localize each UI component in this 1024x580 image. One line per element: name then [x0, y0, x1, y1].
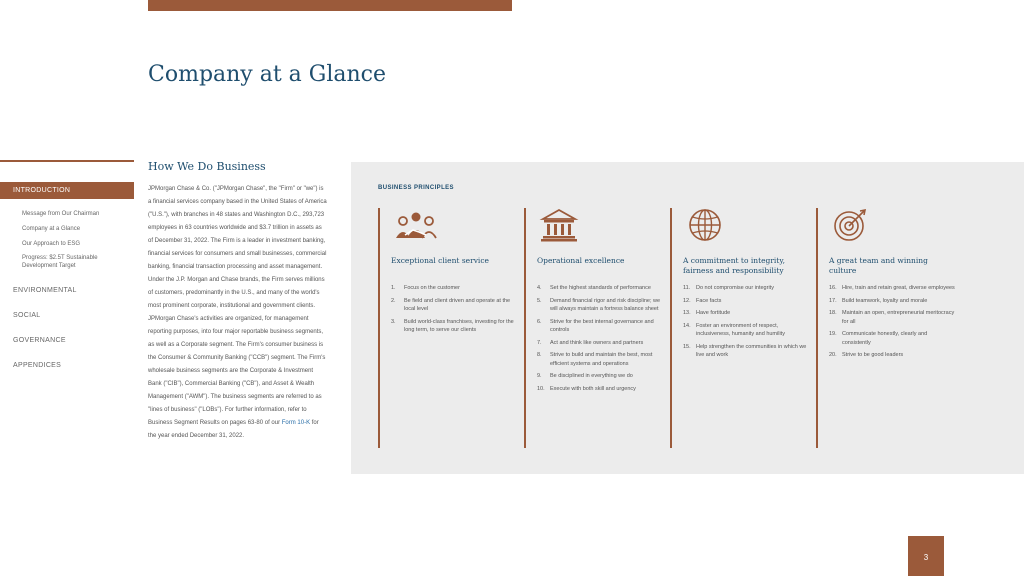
principle-column-team-culture	[816, 208, 957, 448]
principle-number: 9.	[537, 373, 542, 379]
principle-item	[683, 343, 811, 360]
intro-text-part: JPMorgan Chase & Co. ("JPMorgan Chase", the "Firm" or "we") is a financial services company based in the United States of America ("U.S."), with branches in 48 states and Washington D.C., 293,723 employees in 63 countries worldwide and $3.7 trillion in assets as of December 31, 2022. The Firm is a leader in investment banking, financial services for consumers and small businesses, commercial banking, financial transaction processing and asset management. Under the J.P. Morgan and Chase brands, the Firm serves millions of customers, predominantly in the U.S., and many of the world's most prominent corporate, institutional and government clients. JPMorgan Chase's activities are organized, for management reporting purposes, into four major reportable business segments, as well as a Corporate segment. The Firm's consumer business is the Consumer & Community Banking ("CCB") segment. The Firm's wholesale business segments are the Corporate & Investment Bank ("CIB"), Commercial Banking ("CB"), and Asset & Wealth Management ("AWM"). The business segments are referred to as "lines of business" ("LOBs"). For further information, refer to Business Segment Results on pages 63-80 of our	[148, 186, 327, 426]
principle-number: 4.	[537, 285, 542, 291]
principle-number: 6.	[537, 318, 542, 325]
principle-number: 3.	[391, 318, 396, 325]
principle-item	[829, 351, 957, 360]
principle-number: 17.	[829, 297, 837, 304]
principle-text: Focus on the customer	[404, 285, 460, 291]
principle-number: 7.	[537, 339, 542, 346]
principle-item	[537, 372, 665, 381]
principle-text: Set the highest standards of performance	[550, 285, 651, 291]
bank-building-icon	[539, 208, 579, 242]
principle-text: Do not compromise our integrity	[696, 285, 774, 291]
principle-item	[537, 284, 665, 293]
principle-text: Act and think like owners and partners	[550, 339, 644, 346]
principle-text: Foster an environment of respect, inclusiveness, humanity and humility	[696, 322, 785, 337]
principle-text: Build teamwork, loyalty and morale	[842, 297, 928, 304]
principle-item	[537, 339, 665, 348]
principle-text: Hire, train and retain great, diverse employees	[842, 285, 955, 291]
intro-text-part: for the year ended December 31, 2022.	[148, 420, 319, 439]
globe-icon	[685, 208, 725, 242]
principle-item	[683, 309, 811, 318]
principle-item	[683, 297, 811, 306]
principle-list	[537, 284, 665, 393]
principle-list	[391, 284, 519, 335]
principle-number: 12.	[683, 297, 691, 304]
principle-list	[683, 284, 811, 360]
page-number-badge: 3	[908, 536, 944, 576]
principle-text: Help strengthen the communities in which we live and work	[696, 343, 807, 358]
principle-title: Exceptional client service	[391, 256, 489, 265]
principle-text: Strive for the best internal governance and controls	[550, 318, 654, 333]
top-accent-bar	[148, 0, 512, 11]
principle-item	[537, 351, 665, 368]
principle-column-integrity	[670, 208, 811, 448]
principle-item	[683, 322, 811, 339]
principle-item	[829, 297, 957, 306]
principle-number: 11.	[683, 285, 691, 291]
nav-subitem-company-at-a-glance[interactable]: Company at a Glance	[22, 226, 81, 232]
principle-item	[829, 330, 957, 347]
principle-text: Communicate honestly, clearly and consistently	[842, 331, 928, 346]
principle-item	[537, 297, 665, 314]
nav-item-environmental[interactable]: ENVIRONMENTAL	[13, 287, 77, 294]
business-principles-panel	[351, 162, 1024, 474]
principle-number: 20.	[829, 352, 837, 358]
sidebar-nav	[0, 160, 134, 369]
nav-item-governance[interactable]: GOVERNANCE	[13, 337, 66, 344]
principle-number: 16.	[829, 285, 837, 291]
principle-number: 19.	[829, 331, 837, 337]
principle-column-operational-excellence	[524, 208, 665, 448]
principle-text: Execute with both skill and urgency	[550, 385, 636, 392]
people-handshake-icon	[393, 208, 439, 242]
principle-number: 2.	[391, 297, 396, 304]
target-icon	[831, 208, 871, 242]
principle-number: 10.	[537, 385, 545, 392]
principle-item	[537, 385, 665, 394]
principle-item	[537, 318, 665, 335]
principle-text: Strive to be good leaders	[842, 352, 904, 358]
principle-number: 13.	[683, 310, 691, 316]
sidebar-divider	[0, 160, 134, 162]
principle-item	[391, 284, 519, 293]
principle-text: Strive to build and maintain the best, most efficient systems and operations	[550, 352, 653, 367]
principle-list	[829, 284, 957, 360]
principle-title: Operational excellence	[537, 256, 625, 265]
principle-text: Demand financial rigor and risk discipline; we will always maintain a fortress balance sheet	[550, 297, 661, 312]
principle-item	[829, 309, 957, 326]
page-title: Company at a Glance	[148, 62, 387, 87]
principle-title: A great team and winning culture	[829, 256, 928, 275]
principle-text: Be disciplined in everything we do	[550, 373, 633, 379]
principle-number: 8.	[537, 352, 542, 358]
principle-number: 5.	[537, 297, 542, 304]
principle-number: 15.	[683, 343, 691, 350]
intro-paragraph	[148, 183, 328, 443]
nav-item-appendices[interactable]: APPENDICES	[13, 362, 62, 369]
nav-subitem-chairman-message[interactable]: Message from Our Chairman	[22, 211, 100, 217]
principle-text: Have fortitude	[696, 310, 731, 316]
nav-subitem-approach-to-esg[interactable]: Our Approach to ESG	[22, 241, 81, 247]
nav-item-introduction[interactable]: INTRODUCTION	[0, 182, 134, 199]
principle-text: Build world-class franchises, investing for the long term, to serve our clients	[404, 318, 514, 333]
principle-item	[829, 284, 957, 293]
principle-text: Face facts	[696, 297, 722, 304]
form-10k-link[interactable]: Form 10-K	[281, 420, 311, 426]
panel-heading: BUSINESS PRINCIPLES	[378, 185, 454, 191]
principle-item	[391, 297, 519, 314]
principle-column-client-service	[378, 208, 519, 448]
principle-number: 18.	[829, 310, 837, 316]
principle-text: Be field and client driven and operate at the local level	[404, 297, 511, 312]
section-heading: How We Do Business	[148, 160, 266, 173]
principle-number: 14.	[683, 322, 691, 329]
nav-item-social[interactable]: SOCIAL	[13, 312, 41, 319]
principle-item	[391, 318, 519, 335]
principle-title: A commitment to integrity, fairness and responsibility	[683, 256, 785, 275]
principle-number: 1.	[391, 285, 396, 291]
nav-subitem-sustainable-target[interactable]: Progress: $2.5T Sustainable Development Target	[22, 255, 98, 269]
principle-text: Maintain an open, entrepreneurial meritocracy for all	[842, 310, 955, 325]
principle-item	[683, 284, 811, 293]
